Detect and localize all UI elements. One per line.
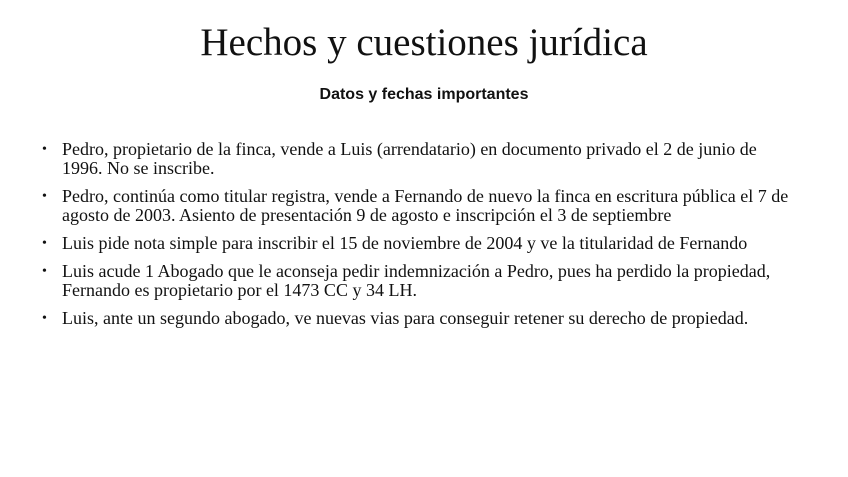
bullet-list <box>40 140 790 337</box>
bullet-icon: • <box>42 311 47 326</box>
bullet-text: Luis acude 1 Abogado que le aconseja pedir indemnización a Pedro, pues ha perdido la propiedad, Fernando es propietario por el 1473 CC y 34 LH. <box>62 261 771 300</box>
bullet-item <box>40 187 790 225</box>
bullet-text: Pedro, continúa como titular registra, vende a Fernando de nuevo la finca en escritura pública el 7 de agosto de 2003. Asiento de presentación 9 de agosto e inscripción el 3 de septiembre <box>62 186 789 225</box>
bullet-text: Pedro, propietario de la finca, vende a Luis (arrendatario) en documento privado el 2 de junio de 1996. No se inscribe. <box>62 139 757 178</box>
slide-subtitle: Datos y fechas importantes <box>319 86 529 103</box>
slide-title: Hechos y cuestiones jurídica <box>200 21 648 64</box>
bullet-icon: • <box>42 264 47 279</box>
bullet-icon: • <box>42 142 47 157</box>
bullet-item <box>40 234 790 253</box>
bullet-item <box>40 309 790 328</box>
bullet-item <box>40 262 790 300</box>
bullet-icon: • <box>42 189 47 204</box>
bullet-text: Luis pide nota simple para inscribir el 15 de noviembre de 2004 y ve la titularidad de Fernando <box>62 233 748 253</box>
bullet-text: Luis, ante un segundo abogado, ve nuevas vias para conseguir retener su derecho de propiedad. <box>62 308 749 328</box>
bullet-item <box>40 140 790 178</box>
bullet-icon: • <box>42 236 47 251</box>
